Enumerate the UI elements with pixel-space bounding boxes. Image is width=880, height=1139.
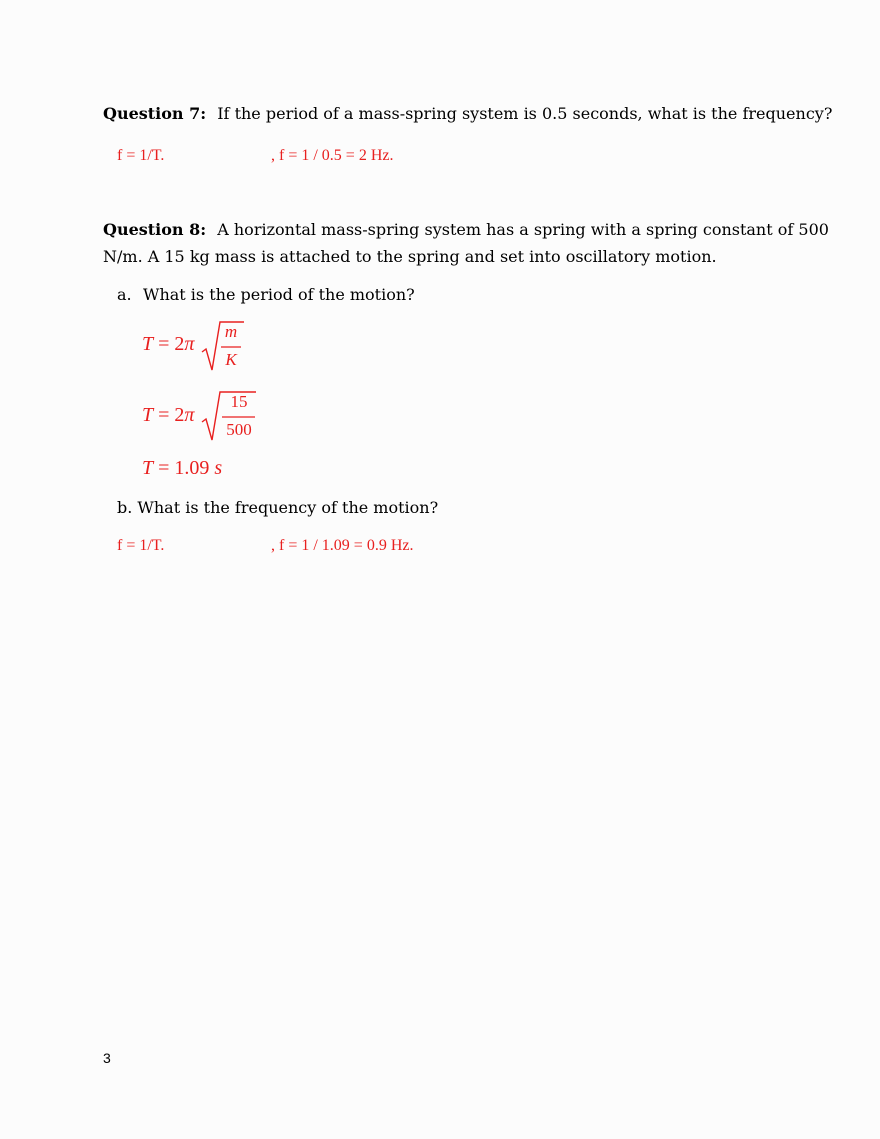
eq2-eq: = 2 bbox=[153, 404, 185, 426]
eq2-denominator: 500 bbox=[226, 420, 252, 439]
equation-period-result bbox=[142, 457, 222, 480]
eq1-denominator: K bbox=[225, 350, 237, 369]
part-b-text: b. What is the frequency of the motion? bbox=[117, 498, 439, 517]
eq2-numerator: 15 bbox=[230, 392, 248, 411]
q8b-answer-result: , f = 1 / 1.09 = 0.9 Hz. bbox=[271, 537, 414, 554]
eq3-unit: s bbox=[214, 457, 223, 479]
question-8 bbox=[103, 220, 829, 240]
q7-answer-result: , f = 1 / 0.5 = 2 Hz. bbox=[271, 147, 394, 164]
eq2-pi: π bbox=[184, 404, 195, 426]
eq1-pi: π bbox=[184, 333, 195, 355]
eq3-eq: = 1.09 bbox=[153, 457, 215, 479]
eq1-eq: = 2 bbox=[153, 333, 185, 355]
question-7-text: If the period of a mass-spring system is 0.5 seconds, what is the frequency? bbox=[217, 104, 833, 123]
eq1-numerator: m bbox=[224, 322, 238, 341]
part-a bbox=[117, 285, 415, 305]
eq3-lhs: T bbox=[142, 457, 154, 479]
q8b-answer-formula: f = 1/T. bbox=[117, 537, 165, 554]
question-8-label: Question 8: bbox=[103, 220, 207, 239]
question-7 bbox=[103, 104, 832, 124]
eq1-lhs: T bbox=[142, 333, 154, 355]
question-7-label: Question 7: bbox=[103, 104, 207, 123]
question-8-text-line2: N/m. A 15 kg mass is attached to the spring and set into oscillatory motion. bbox=[103, 247, 717, 266]
eq2-lhs: T bbox=[142, 404, 154, 426]
page-number: 3 bbox=[103, 1050, 111, 1066]
part-a-text: What is the period of the motion? bbox=[143, 285, 415, 304]
part-a-marker: a. bbox=[117, 285, 132, 304]
question-8-text-line1: A horizontal mass-spring system has a spring with a spring constant of 500 bbox=[217, 220, 829, 239]
q7-answer-formula: f = 1/T. bbox=[117, 147, 165, 164]
